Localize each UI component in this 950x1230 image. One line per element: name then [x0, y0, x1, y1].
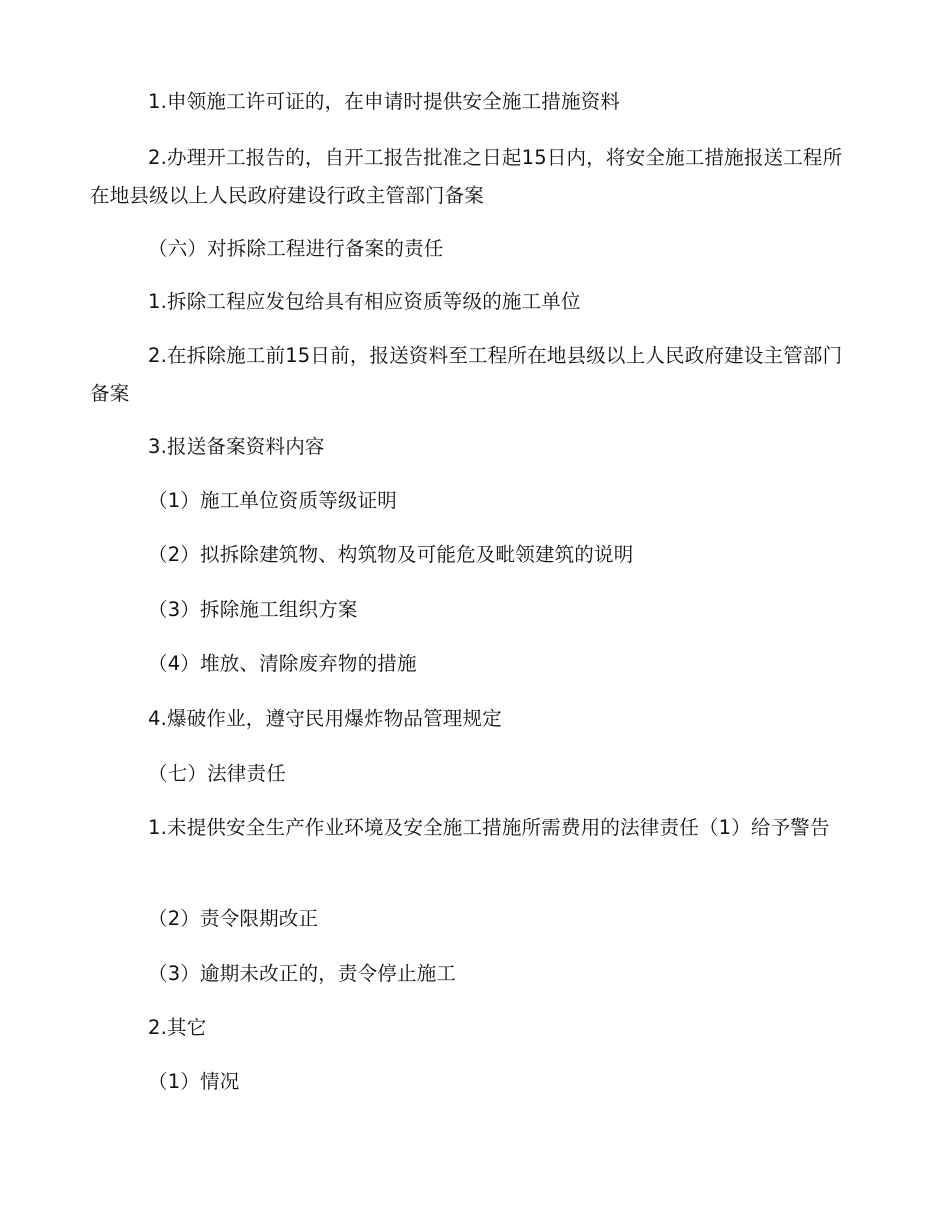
paragraph-other: 2.其它	[148, 1016, 207, 1039]
paragraph-permit: 1.申领施工许可证的，在申请时提供安全施工措施资料	[148, 90, 621, 113]
paragraph-blasting: 4.爆破作业，遵守民用爆炸物品管理规定	[148, 707, 502, 730]
list-item-rectify: （2）责令限期改正	[148, 907, 319, 930]
paragraph-demolition-filing: 2.在拆除施工前15日前，报送资料至工程所在地县级以上人民政府建设主管部门备案	[90, 344, 843, 405]
paragraph-start-report: 2.办理开工报告的，自开工报告批准之日起15日内，将安全施工措施报送工程所在地县级以上人民政府建设行政主管部门备案	[90, 146, 843, 207]
list-item-qualification: （1）施工单位资质等级证明	[148, 489, 398, 512]
paragraph-demolition-contract: 1.拆除工程应发包给具有相应资质等级的施工单位	[148, 290, 581, 313]
list-item-building-description: （2）拟拆除建筑物、构筑物及可能危及毗领建筑的说明	[148, 543, 634, 566]
paragraph-liability: 1.未提供安全生产作业环境及安全施工措施所需费用的法律责任（1）给予警告	[148, 816, 830, 839]
section-heading-seven: （七）法律责任	[148, 762, 286, 785]
list-item-stop-construction: （3）逾期未改正的，责令停止施工	[148, 962, 457, 985]
list-item-construction-plan: （3）拆除施工组织方案	[148, 598, 358, 621]
section-heading-six: （六）对拆除工程进行备案的责任	[148, 237, 444, 260]
list-item-waste-measures: （4）堆放、清除废弃物的措施	[148, 652, 417, 675]
list-item-situation: （1）情况	[148, 1070, 240, 1093]
paragraph-filing-contents: 3.报送备案资料内容	[148, 435, 325, 458]
